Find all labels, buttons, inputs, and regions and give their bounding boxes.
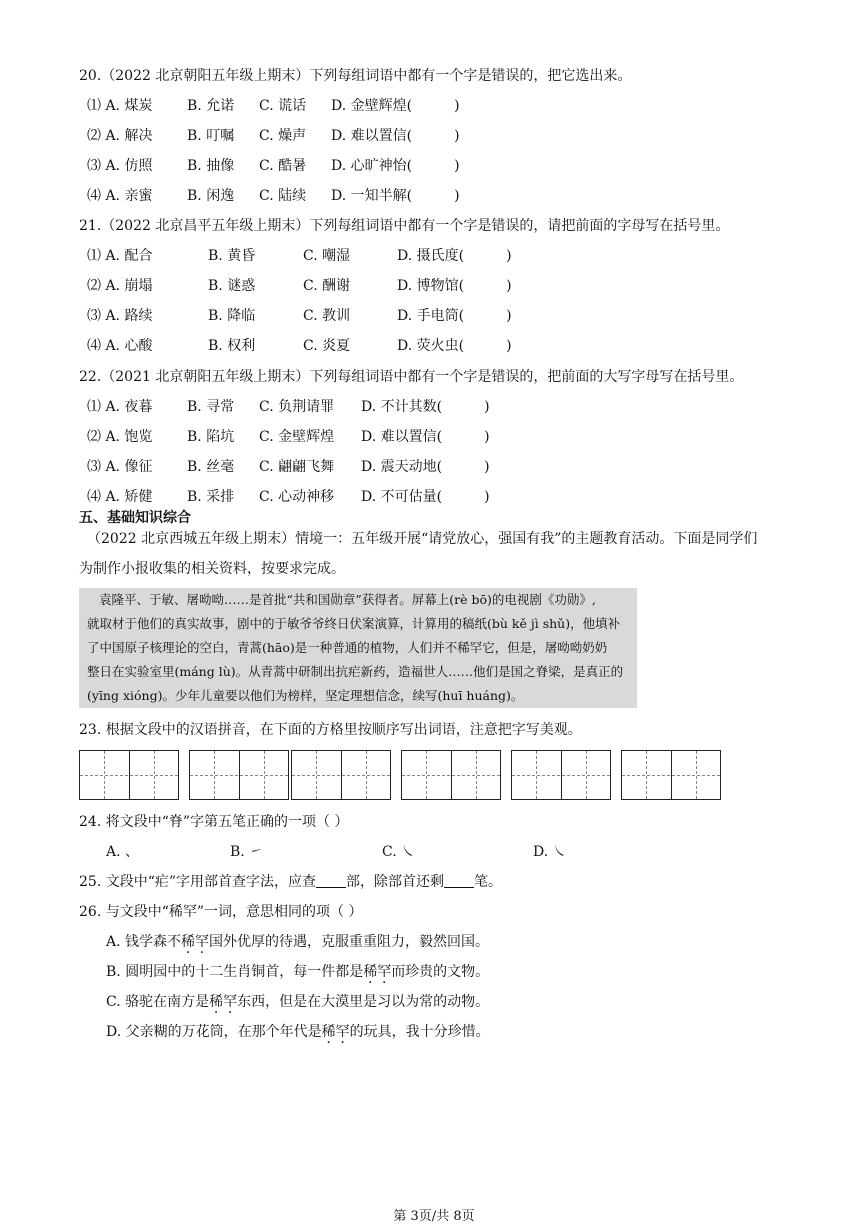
q24-option-c[interactable]: C. ㇏ (382, 844, 416, 860)
writing-grid-2[interactable] (189, 750, 289, 800)
q26-option-b[interactable]: B. 圆明园中的十二生肖铜首，每一件都是稀罕而珍贵的文物。 (106, 964, 490, 980)
passage-line-2: 就取材于他们的真实故事，剧中的于敏爷爷终日伏案演算，计算用的稿纸(bù kě jì shǔ)，他填补 (87, 616, 621, 631)
q26-stem: 26. 与文段中“稀罕”一词，意思相同的项（ ） (79, 904, 363, 920)
writing-grid-3[interactable] (291, 750, 391, 800)
section-heading: 五、基础知识综合 (79, 510, 191, 526)
q26-option-c[interactable]: C. 骆驼在南方是稀罕东西，但是在大漠里是习以为常的动物。 (106, 994, 490, 1010)
q24-stem: 24. 将文段中“脊”字第五笔正确的一项（ ） (79, 814, 349, 830)
q25-stem: 25. 文段中“疟”字用部首查字法，应查 部，除部首还剩 笔。 (79, 874, 503, 890)
writing-grid-4[interactable] (401, 750, 501, 800)
q24-option-d[interactable]: D. ㇏ (533, 844, 567, 860)
q20-stem: 20.（2022 北京朝阳五年级上期末）下列每组词语中都有一个字是错误的，把它选出来。 (79, 68, 632, 84)
q26-option-d[interactable]: D. 父亲糊的万花筒，在那个年代是稀罕的玩具，我十分珍惜。 (106, 1024, 490, 1040)
passage-line-5: (yīng xióng)。少年儿童要以他们为榜样，坚定理想信念，续写(huī huáng)。 (87, 688, 524, 703)
q25-blank-strokes[interactable] (444, 873, 474, 888)
q26-option-a[interactable]: A. 钱学森不稀罕国外优厚的待遇，克服重重阻力，毅然回国。 (106, 934, 490, 950)
passage-line-1: 袁隆平、于敏、屠呦呦……是首批“共和国勋章”获得者。屏幕上(rè bō)的电视剧《功勋》, (99, 592, 596, 607)
q21-stem: 21.（2022 北京昌平五年级上期末）下列每组词语中都有一个字是错误的，请把前面的字母写在括号里。 (79, 218, 730, 234)
passage-line-4: 整日在实验室里(máng lù)。从青蒿中研制出抗疟新药，造福世人……他们是国之脊梁，是真正的 (87, 664, 624, 679)
writing-grid-6[interactable] (621, 750, 721, 800)
passage-line-3: 了中国原子核理论的空白，青蒿(hāo)是一种普通的植物，人们并不稀罕它，但是，屠呦呦奶奶 (87, 640, 608, 655)
writing-grid-5[interactable] (511, 750, 611, 800)
section-intro-line-1: （2022 北京西城五年级上期末）情境一：五年级开展“请党放心，强国有我”的主题教育活动。下面是同学们 (87, 531, 758, 547)
q24-option-a[interactable]: A. 、 (106, 844, 140, 860)
reading-passage (79, 588, 637, 708)
q25-blank-radical[interactable] (316, 873, 346, 888)
q23-stem: 23. 根据文段中的汉语拼音，在下面的方格里按顺序写出词语，注意把字写美观。 (79, 722, 582, 738)
section-intro-line-2: 为制作小报收集的相关资料，按要求完成。 (79, 561, 345, 577)
q22-stem: 22.（2021 北京朝阳五年级上期末）下列每组词语中都有一个字是错误的，把前面的大写字母写在括号里。 (79, 369, 744, 385)
writing-grid-1[interactable] (79, 750, 179, 800)
q24-option-b[interactable]: B. ㇀ (230, 844, 264, 860)
page-footer: 第 3页/共 8页 (393, 1209, 475, 1224)
